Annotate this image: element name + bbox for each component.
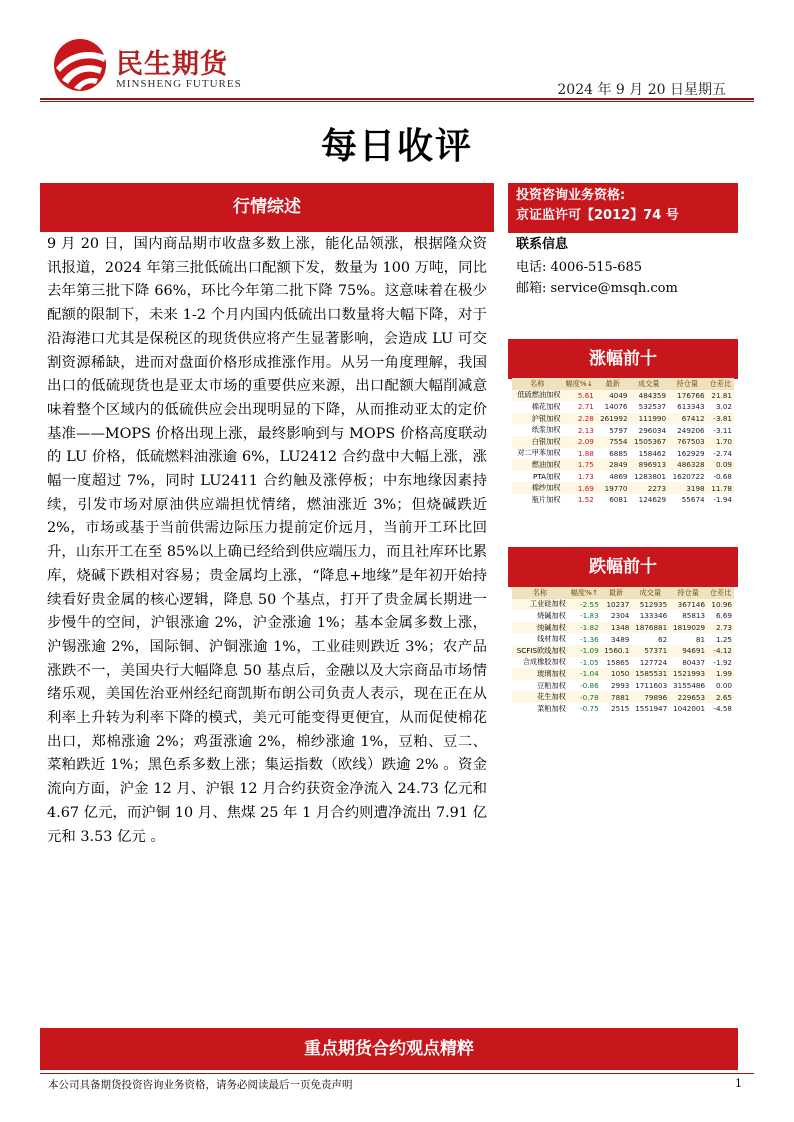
qualification-box: [508, 183, 738, 233]
table-cell: 1.69: [562, 482, 595, 494]
table-cell: -1.04: [568, 668, 601, 680]
qualification-line-1: 投资咨询业务资格:: [516, 188, 626, 203]
table-cell: -2.55: [568, 599, 601, 611]
column-header[interactable]: 持仓量: [668, 378, 707, 390]
table-cell: 486328: [668, 459, 707, 471]
table-cell: 1585531: [631, 668, 669, 680]
table-cell: 3155486: [669, 680, 707, 692]
gainers-table: [512, 378, 734, 506]
table-cell: -1.92: [707, 657, 734, 669]
table-row[interactable]: [512, 448, 734, 460]
column-header[interactable]: 幅度%↓: [562, 378, 595, 390]
table-cell: 1560.1: [601, 645, 632, 657]
market-overview-text: 9 月 20 日，国内商品期市收盘多数上涨，能化品领涨，根据隆众资讯报道，2024 年第三批低硫出口配额下发，数量为 100 万吨，同比去年第三批下降 66%，环比今年第二批下降 75%。这意味着在极少配额的限制下，未来 1-2 个月内国内低硫出口数量将大幅下降，对于沿海港口尤其是保税区的现货供应将产生显著影响，会造成 LU 可交割资源稀缺，进而对盘面价格形成推涨作用。从另一角度理解，我国出口的低硫现货也是亚太市场的重要供应来源，出口配额大幅削减意味着整个区域内的低硫供应会出现明显的下降，从而推动亚太的定价基准——MOPS 价格出现上涨，最终影响到与 MOPS 价格高度联动的 LU 价格，低硫燃料油涨逾 6%，LU2412 合约盘中大幅上涨，涨幅一度超过 7%，同时 LU2411 合约触及涨停板；中东地缘因素持续，引发市场对原油供应端担忧情绪，燃油涨近 3%；但烧碱跌近 2%，市场或基于当前供需边际压力提前定价远月，当前开工环比回升，山东开工在至 85%以上确已经给到供应端压力，而且社库环比累库，烧碱下跌相对容易；贵金属均上涨，“降息+地缘”是年初开始持续看好贵金属的核心逻辑，降息 50 个基点，打开了贵金属长期进一步慢牛的空间，沪银涨逾 2%，沪金涨逾 1%；基本金属多数上涨，沪锡涨逾 2%，国际铜、沪铜涨逾 1%，工业硅则跌近 3%；农产品涨跌不一，美国央行大幅降息 50 基点后，金融以及大宗商品市场情绪乐观，美国佐治亚州经纪商凯斯布朗公司负责人表示，现在正在从利率上升转为利率下降的模式，美元可能变得更便宜，从而促使棉花出口，郑棉涨逾 2%；鸡蛋涨逾 2%，棉纱涨逾 1%，豆粕、豆二、菜粕跌近 1%；黑色系多数上涨；集运指数（欧线）跌逾 2% 。资金流向方面，沪金 12 月、沪银 12 月合约获资金净流入 24.73 亿元和 4.67 亿元，而沪铜 10 月、焦煤 25 年 1 月合约则遭净流出 7.91 亿元和 3.53 亿元 。: [47, 236, 487, 845]
table-cell: 1819029: [669, 622, 707, 634]
table-cell: 6081: [596, 494, 630, 506]
table-cell: 1.25: [707, 633, 734, 645]
contract-name: 白银加权: [512, 436, 562, 448]
table-cell: 21.81: [707, 390, 734, 402]
table-header-row: [512, 587, 734, 599]
table-cell: -0.68: [707, 471, 734, 483]
table-row[interactable]: [512, 599, 734, 611]
table-cell: 1.88: [562, 448, 595, 460]
table-cell: 10237: [601, 599, 632, 611]
page-number: 1: [735, 1077, 742, 1090]
table-cell: 1876881: [631, 622, 669, 634]
table-cell: 1042001: [669, 703, 707, 715]
table-cell: 11.78: [707, 482, 734, 494]
losers-table: [512, 587, 734, 715]
column-header[interactable]: 仓差比: [707, 587, 734, 599]
report-date: 2024 年 9 月 20 日星期五: [557, 82, 726, 98]
section-title-market-overview: 行情综述: [40, 183, 494, 232]
contract-name: 花生加权: [512, 691, 568, 703]
table-cell: 2.13: [562, 424, 595, 436]
table-row[interactable]: [512, 680, 734, 692]
table-cell: 1.73: [562, 471, 595, 483]
table-row[interactable]: [512, 610, 734, 622]
table-cell: 2.28: [562, 413, 595, 425]
contact-email: 邮箱: service@msqh.com: [516, 281, 678, 296]
brand-name-en: MINSHENG FUTURES: [116, 78, 242, 90]
header-divider-thin: [40, 101, 754, 102]
table-row[interactable]: [512, 459, 734, 471]
table-cell: 19770: [596, 482, 630, 494]
contract-name: 豆粕加权: [512, 680, 568, 692]
minsheng-logo-icon: [50, 38, 110, 92]
contract-name: 沪银加权: [512, 413, 562, 425]
gainers-title: 涨幅前十: [508, 339, 738, 379]
table-cell: 55674: [668, 494, 707, 506]
table-row[interactable]: [512, 633, 734, 645]
qualification-line-2: 京证监许可【2012】74 号: [516, 208, 679, 223]
table-cell: 1050: [601, 668, 632, 680]
table-row[interactable]: [512, 424, 734, 436]
table-cell: 896913: [630, 459, 669, 471]
table-cell: 1.99: [707, 668, 734, 680]
table-cell: 1.52: [562, 494, 595, 506]
table-cell: 5797: [596, 424, 630, 436]
contract-name: 线材加权: [512, 633, 568, 645]
table-cell: 85813: [669, 610, 707, 622]
table-cell: 2273: [630, 482, 669, 494]
table-cell: 4869: [596, 471, 630, 483]
table-cell: 62: [631, 633, 669, 645]
contract-name: 合成橡胶加权: [512, 657, 568, 669]
table-cell: -1.09: [568, 645, 601, 657]
table-cell: 57371: [631, 645, 669, 657]
table-cell: 613343: [668, 401, 707, 413]
table-row[interactable]: [512, 401, 734, 413]
table-cell: 1.75: [562, 459, 595, 471]
table-cell: -1.82: [568, 622, 601, 634]
table-row[interactable]: [512, 413, 734, 425]
contact-phone: 电话: 4006-515-685: [516, 260, 643, 275]
table-cell: 124629: [630, 494, 669, 506]
table-cell: 261992: [596, 413, 630, 425]
table-row[interactable]: [512, 691, 734, 703]
table-cell: 1620722: [668, 471, 707, 483]
table-cell: 1551947: [631, 703, 669, 715]
contract-name: 棉纱加权: [512, 482, 562, 494]
table-header-row: [512, 378, 734, 390]
page-title: 每日收评: [320, 126, 473, 167]
table-cell: 2.09: [562, 436, 595, 448]
column-header[interactable]: 持仓量: [669, 587, 707, 599]
table-cell: -1.05: [568, 657, 601, 669]
table-cell: 249206: [668, 424, 707, 436]
table-row[interactable]: [512, 703, 734, 715]
contract-name: 工业硅加权: [512, 599, 568, 611]
column-header[interactable]: 名称: [512, 587, 568, 599]
table-row[interactable]: [512, 482, 734, 494]
table-cell: 5.61: [562, 390, 595, 402]
table-cell: -4.12: [707, 645, 734, 657]
table-cell: 162929: [668, 448, 707, 460]
table-cell: 3198: [668, 482, 707, 494]
table-cell: 133346: [631, 610, 669, 622]
table-row[interactable]: [512, 436, 734, 448]
table-cell: 79896: [631, 691, 669, 703]
table-cell: 532537: [630, 401, 669, 413]
table-cell: -2.74: [707, 448, 734, 460]
footer-divider: [40, 1073, 754, 1074]
table-cell: 15865: [601, 657, 632, 669]
contact-heading: 联系信息: [516, 237, 569, 252]
table-cell: 229653: [669, 691, 707, 703]
contract-name: 燃油加权: [512, 459, 562, 471]
table-cell: 7881: [601, 691, 632, 703]
table-cell: 94691: [669, 645, 707, 657]
table-cell: 67412: [668, 413, 707, 425]
contract-name: SCFIS欧线加权: [512, 645, 568, 657]
table-cell: -0.78: [568, 691, 601, 703]
table-cell: 2.71: [562, 401, 595, 413]
table-cell: 80437: [669, 657, 707, 669]
table-cell: 2304: [601, 610, 632, 622]
table-cell: 1.70: [707, 436, 734, 448]
table-cell: -0.75: [568, 703, 601, 715]
table-cell: 0.00: [707, 680, 734, 692]
table-cell: 1521993: [669, 668, 707, 680]
table-cell: 6.69: [707, 610, 734, 622]
table-cell: 512935: [631, 599, 669, 611]
table-cell: -3.81: [707, 413, 734, 425]
table-cell: -1.83: [568, 610, 601, 622]
table-cell: 296034: [630, 424, 669, 436]
column-header[interactable]: 最新: [596, 378, 630, 390]
column-header[interactable]: 仓差比: [707, 378, 734, 390]
table-cell: 10.96: [707, 599, 734, 611]
key-contracts-section-title: 重点期货合约观点精粹: [40, 1028, 738, 1070]
table-cell: -3.11: [707, 424, 734, 436]
table-cell: 14076: [596, 401, 630, 413]
table-cell: 2849: [596, 459, 630, 471]
table-cell: 2.73: [707, 622, 734, 634]
table-cell: 1348: [601, 622, 632, 634]
contract-name: 瓶片加权: [512, 494, 562, 506]
table-cell: -4.58: [707, 703, 734, 715]
table-cell: 2.65: [707, 691, 734, 703]
table-cell: 767503: [668, 436, 707, 448]
table-cell: -1.94: [707, 494, 734, 506]
table-cell: 1505367: [630, 436, 669, 448]
table-row[interactable]: [512, 471, 734, 483]
column-header[interactable]: 成交量: [630, 378, 669, 390]
contract-name: 烧碱加权: [512, 610, 568, 622]
table-cell: 0.09: [707, 459, 734, 471]
contract-name: PTA加权: [512, 471, 562, 483]
table-cell: 7554: [596, 436, 630, 448]
table-cell: 4049: [596, 390, 630, 402]
column-header[interactable]: 幅度%↑: [568, 587, 601, 599]
contract-name: 玻璃加权: [512, 668, 568, 680]
table-row[interactable]: [512, 645, 734, 657]
table-cell: 127724: [631, 657, 669, 669]
table-cell: 1711603: [631, 680, 669, 692]
table-cell: 6885: [596, 448, 630, 460]
table-row[interactable]: [512, 494, 734, 506]
column-header[interactable]: 名称: [512, 378, 562, 390]
table-row[interactable]: [512, 622, 734, 634]
table-cell: 1283801: [630, 471, 669, 483]
table-cell: 367146: [669, 599, 707, 611]
contract-name: 纯碱加权: [512, 622, 568, 634]
contract-name: 棉花加权: [512, 401, 562, 413]
table-cell: 2993: [601, 680, 632, 692]
header-divider: [40, 98, 754, 100]
disclaimer-text: 本公司具备期货投资咨询业务资格，请务必阅读最后一页免责声明: [48, 1079, 353, 1091]
table-row[interactable]: [512, 668, 734, 680]
table-row[interactable]: [512, 390, 734, 402]
table-cell: 176766: [668, 390, 707, 402]
table-cell: 3.02: [707, 401, 734, 413]
table-row[interactable]: [512, 657, 734, 669]
table-cell: 158462: [630, 448, 669, 460]
table-cell: -0.86: [568, 680, 601, 692]
table-cell: 81: [669, 633, 707, 645]
contract-name: 纸浆加权: [512, 424, 562, 436]
table-cell: 111990: [630, 413, 669, 425]
brand-name-cn: 民生期货: [116, 49, 228, 80]
table-cell: -1.36: [568, 633, 601, 645]
column-header[interactable]: 成交量: [631, 587, 669, 599]
contract-name: 对二甲苯加权: [512, 448, 562, 460]
table-cell: 3489: [601, 633, 632, 645]
table-cell: 2515: [601, 703, 632, 715]
contract-name: 低硫燃油加权: [512, 390, 562, 402]
column-header[interactable]: 最新: [601, 587, 632, 599]
losers-title: 跌幅前十: [508, 547, 738, 587]
contract-name: 菜粕加权: [512, 703, 568, 715]
table-cell: 484359: [630, 390, 669, 402]
